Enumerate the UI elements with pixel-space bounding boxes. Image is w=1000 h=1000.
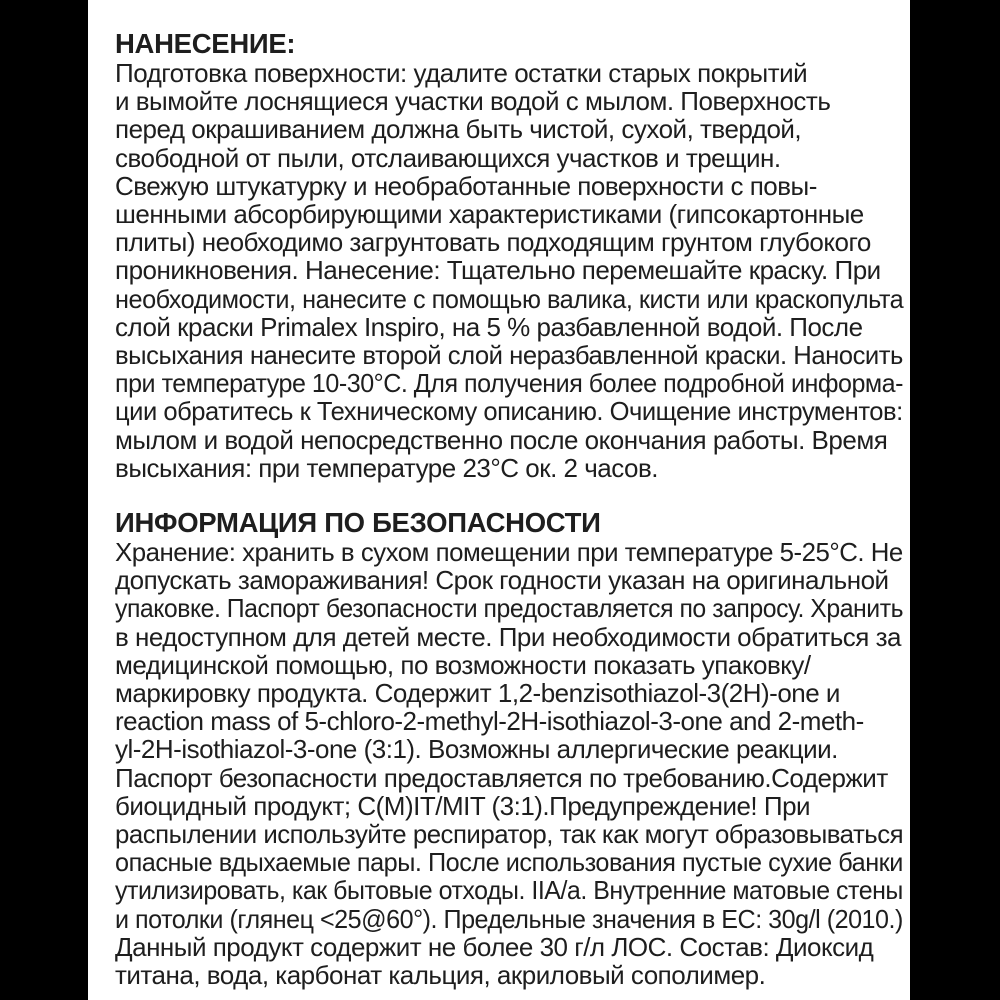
left-black-border [0,0,88,1000]
text-line: титана, вода, карбонат кальция, акриловый сополимер. [115,960,766,991]
text-line: распылении используйте респиратор, так как могут образовываться [115,819,904,850]
text-line: при температуре 10-30°С. Для получения более подробной информа- [115,368,904,399]
text-line: Данный продукт содержит не более 30 г/л ЛОС. Состав: Диоксид [115,931,874,962]
text-line: reaction mass of 5-chloro-2-methyl-2H-isothiazol-3-one and 2-meth- [115,706,864,737]
text-line: ции обратитесь к Техническому описанию. Очищение инструментов: [115,396,903,427]
label-text-panel [115,29,903,989]
text-line: утилизировать, как бытовые отходы. IIA/a. Внутренние матовые стены [115,875,903,906]
text-line: мылом и водой непосредственно после окончания работы. Время [115,424,888,455]
text-line: слой краски Primalex Inspiro, на 5 % разбавленной водой. После [115,311,863,342]
text-line: допускать замораживания! Срок годности указан на оригинальной [115,565,889,596]
text-line: свободной от пыли, отслаивающихся участков и трещин. [115,142,781,173]
text-line: маркировку продукта. Содержит 1,2-benzisothiazol-3(2H)-one и [115,678,840,709]
text-line: Хранение: хранить в сухом помещении при температуре 5-25°С. Не [115,537,903,568]
text-line: Свежую штукатурку и необработанные поверхности с повы- [115,170,817,201]
text-line: биоцидный продукт; C(M)IT/MIT (3:1).Предупреждение! При [115,790,811,821]
text-line: упаковке. Паспорт безопасности предоставляется по запросу. Хранить [115,593,904,624]
text-line: высыхания нанесите второй слой неразбавленной краски. Наносить [115,340,903,371]
text-line: необходимости, нанесите с помощью валика, кисти или краскопульта [115,283,904,314]
text-line: проникновения. Нанесение: Тщательно перемешайте краску. При [115,255,881,286]
safety-section-body [115,538,903,989]
application-section-heading: НАНЕСЕНИЕ: [115,28,296,59]
text-line: и вымойте лоснящиеся участки водой с мылом. Поверхность [115,86,831,117]
application-section-body [115,59,903,482]
text-line: yl-2H-isothiazol-3-one (3:1). Возможны аллергические реакции. [115,734,838,765]
section-safety-information [115,508,903,989]
text-line: Подготовка поверхности: удалите остатки старых покрытий [115,58,808,88]
text-line: в недоступном для детей месте. При необходимости обратиться за [115,621,901,652]
text-line: перед окрашиванием должна быть чистой, сухой, твердой, [115,114,802,145]
text-line: высыхания: при температуре 23°С ок. 2 часов. [115,452,659,483]
text-line: шенными абсорбирующими характеристиками (гипсокартонные [115,199,864,230]
text-line: плиты) необходимо загрунтовать подходящим грунтом глубокого [115,227,871,258]
section-application [115,29,903,482]
safety-section-heading: ИНФОРМАЦИЯ ПО БЕЗОПАСНОСТИ [115,507,601,539]
text-line: медицинской помощью, по возможности показать упаковку/ [115,649,811,680]
text-line: Паспорт безопасности предоставляется по требованию.Содержит [115,762,888,793]
right-black-border [910,0,1000,1000]
text-line: и потолки (глянец <25@60°). Предельные значения в ЕС: 30g/l (2010.) [115,903,903,934]
text-line: опасные вдыхаемые пары. После использования пустые сухие банки [115,847,903,878]
